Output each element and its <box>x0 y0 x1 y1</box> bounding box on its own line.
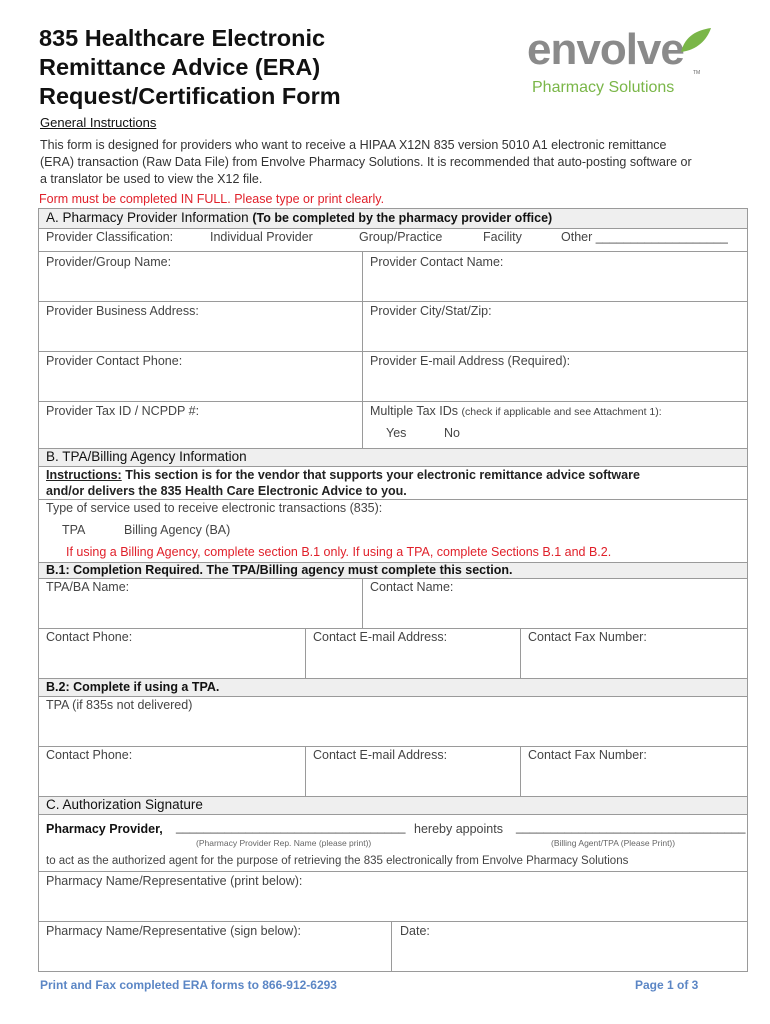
b2-contact-fax-field[interactable]: Contact Fax Number: <box>528 748 647 762</box>
multiple-tax-ids-label <box>370 404 662 418</box>
billing-agent-caption: (Billing Agent/TPA (Please Print)) <box>551 838 676 848</box>
divider <box>39 301 747 302</box>
provider-business-address-field[interactable]: Provider Business Address: <box>46 304 199 318</box>
authorized-agent-text: to act as the authorized agent for the purpose of retrieving the 835 electronically from Envolve Pharmacy Solutions <box>46 855 629 867</box>
provider-contact-phone-field[interactable]: Provider Contact Phone: <box>46 354 183 368</box>
divider <box>39 746 747 747</box>
fax-instructions: Print and Fax completed ERA forms to 866-912-6293 <box>40 978 337 992</box>
signature-field[interactable]: Pharmacy Name/Representative (sign below): <box>46 924 301 938</box>
multiple-tax-ids-note: (check if applicable and see Attachment 1): <box>461 406 662 418</box>
provider-email-field[interactable]: Provider E-mail Address (Required): <box>370 354 571 368</box>
completion-warning: Form must be completed IN FULL. Please type or print clearly. <box>39 192 385 206</box>
divider <box>39 466 747 467</box>
instructions-heading: General Instructions <box>40 115 157 130</box>
divider <box>39 351 747 352</box>
divider <box>520 628 521 678</box>
option-facility[interactable]: Facility <box>483 230 522 244</box>
date-field[interactable]: Date: <box>400 924 430 938</box>
pharmacy-provider-label: Pharmacy Provider, <box>46 822 163 836</box>
b1-contact-fax-field[interactable]: Contact Fax Number: <box>528 630 647 644</box>
section-a-title-text: A. Pharmacy Provider Information <box>46 210 249 225</box>
provider-rep-name-input[interactable]: _________________________________ <box>176 820 406 834</box>
option-group-practice[interactable]: Group/Practice <box>359 230 443 244</box>
divider <box>362 578 363 628</box>
b2-contact-email-field[interactable]: Contact E-mail Address: <box>313 748 448 762</box>
section-a-title-note: (To be completed by the pharmacy provider office) <box>252 211 553 225</box>
divider <box>391 921 392 971</box>
section-b2-title: B.2: Complete if using a TPA. <box>46 680 220 694</box>
instructions-label: Instructions: <box>46 468 122 482</box>
option-billing-agency[interactable]: Billing Agency (BA) <box>124 523 231 537</box>
billing-agent-name-input[interactable]: _________________________________ <box>516 820 746 834</box>
section-b-red-note: If using a Billing Agency, complete section B.1 only. If using a TPA, complete Sections B.1 and B.2. <box>66 545 612 559</box>
option-individual-provider[interactable]: Individual Provider <box>210 230 313 244</box>
title-line-1: 835 Healthcare Electronic <box>39 25 326 51</box>
divider <box>39 628 747 629</box>
section-b1-title: B.1: Completion Required. The TPA/Billing agency must complete this section. <box>46 563 513 577</box>
option-tpa[interactable]: TPA <box>62 523 86 537</box>
provider-tax-id-field[interactable]: Provider Tax ID / NCPDP #: <box>46 404 200 418</box>
divider <box>305 746 306 796</box>
b1-contact-email-field[interactable]: Contact E-mail Address: <box>313 630 448 644</box>
instructions-line-1: This section is for the vendor that supports your electronic remittance advice software <box>125 468 640 482</box>
service-type-label: Type of service used to receive electronic transactions (835): <box>46 501 383 515</box>
section-b-instructions <box>46 468 640 482</box>
provider-rep-caption: (Pharmacy Provider Rep. Name (please print)) <box>196 838 372 848</box>
divider <box>305 628 306 678</box>
classification-label: Provider Classification: <box>46 230 174 244</box>
section-b-title: B. TPA/Billing Agency Information <box>46 449 247 464</box>
multiple-tax-ids-text: Multiple Tax IDs <box>370 404 458 418</box>
logo-trademark: TM <box>693 70 701 76</box>
divider <box>39 871 747 872</box>
divider <box>39 921 747 922</box>
tpa-ba-name-field[interactable]: TPA/BA Name: <box>46 580 130 594</box>
provider-group-name-field[interactable]: Provider/Group Name: <box>46 255 172 269</box>
divider <box>39 499 747 500</box>
logo-wordmark: envolve <box>527 25 684 74</box>
divider <box>39 578 747 579</box>
instructions-body: This form is designed for providers who want to receive a HIPAA X12N 835 version 5010 A1 electronic remittance (ERA) transaction (Raw Data File) from Envolve Pharmacy Solutions. It is recommended that auto-posting software or a translator be used to view the X12 file. <box>40 138 692 186</box>
logo-subtitle: Pharmacy Solutions <box>532 79 675 96</box>
title-line-2: Remittance Advice (ERA) <box>39 54 321 80</box>
hereby-appoints-text: hereby appoints <box>414 822 503 836</box>
title-line-3: Request/Certification Form <box>39 83 341 109</box>
option-yes[interactable]: Yes <box>386 426 407 440</box>
divider <box>39 251 747 252</box>
b1-contact-phone-field[interactable]: Contact Phone: <box>46 630 133 644</box>
section-a-title <box>46 210 552 225</box>
option-other[interactable]: Other ___________________ <box>561 230 728 244</box>
b2-contact-phone-field[interactable]: Contact Phone: <box>46 748 133 762</box>
divider <box>39 814 747 815</box>
tpa-field[interactable]: TPA (if 835s not delivered) <box>46 698 193 712</box>
section-c-title: C. Authorization Signature <box>46 797 203 812</box>
leaf-icon <box>675 26 715 56</box>
provider-city-state-zip-field[interactable]: Provider City/Stat/Zip: <box>370 304 492 318</box>
option-no[interactable]: No <box>444 426 460 440</box>
print-name-field[interactable]: Pharmacy Name/Representative (print below): <box>46 874 303 888</box>
divider <box>520 746 521 796</box>
divider <box>39 401 747 402</box>
envolve-logo <box>527 26 727 104</box>
divider <box>39 228 747 229</box>
page-number: Page 1 of 3 <box>635 978 699 992</box>
form-title <box>39 24 459 111</box>
divider <box>39 696 747 697</box>
b1-contact-name-field[interactable]: Contact Name: <box>370 580 454 594</box>
instructions-line-2: and/or delivers the 835 Health Care Electronic Advice to you. <box>46 484 407 498</box>
provider-contact-name-field[interactable]: Provider Contact Name: <box>370 255 504 269</box>
divider <box>39 678 747 679</box>
